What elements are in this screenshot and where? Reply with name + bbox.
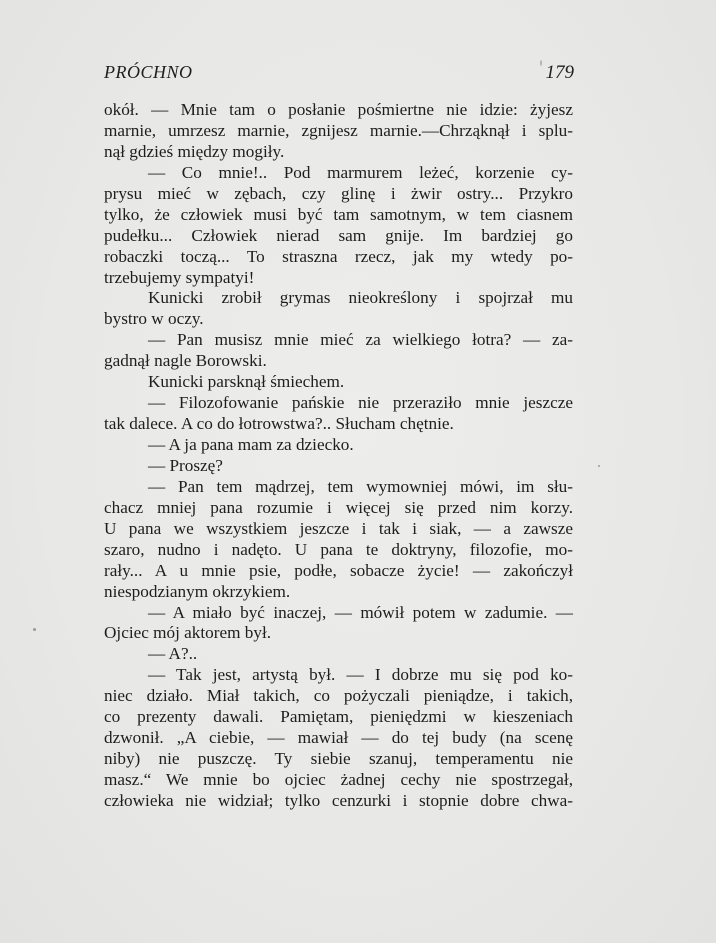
text-line: — A miało być inaczej, — mówił potem w zadumie. — (148, 602, 573, 622)
page-header (104, 62, 574, 86)
text-line: bystro w oczy. (104, 309, 204, 329)
text-line: robaczki toczą... To straszna rzecz, jak my wtedy po- (104, 246, 573, 266)
text-line: pudełku... Człowiek nierad sam gnije. Im bardziej go (104, 225, 573, 245)
paper-speck (33, 628, 36, 631)
text-line: prysu mieć w zębach, czy glinę i żwir ostry... Przykro (104, 183, 573, 203)
text-line: masz.“ We mnie bo ojciec żadnej cechy nie spostrzegał, (104, 770, 573, 789)
text-line: chacz mniej pana rozumie i więcej się przed nim korzy. (104, 497, 573, 517)
text-line: U pana we wszystkiem jeszcze i tak i siak, — a zawsze (104, 518, 573, 538)
text-line: — Pan tem mądrzej, tem wymowniej mówi, im słu- (148, 476, 573, 496)
text-line: Kunicki zrobił grymas nieokreślony i spojrzał mu (148, 288, 573, 308)
paper-speck (598, 465, 600, 467)
text-line: nął gdzieś między mogiły. (104, 141, 285, 161)
page-number: 179 (545, 62, 574, 83)
text-line: niec działo. Miał takich, co pożyczali pieniądze, i takich, (104, 686, 573, 706)
text-line: tylko, że człowiek musi być tam samotnym, w tem ciasnem (104, 204, 573, 224)
text-line: dzwonił. „A ciebie, — mawiał — do tej budy (na scenę (104, 728, 573, 748)
text-line: okół. — Mnie tam o posłanie pośmiertne nie idzie: żyjesz (104, 100, 573, 119)
text-line: — Filozofowanie pańskie nie przeraziło mnie jeszcze (148, 393, 573, 413)
text-line: — A?.. (148, 644, 198, 664)
text-line: trzebujemy sympatyi! (104, 267, 255, 287)
text-line: Kunicki parsknął śmiechem. (148, 372, 345, 392)
body-text (104, 100, 573, 812)
text-line: — Co mnie!.. Pod marmurem leżeć, korzenie cy- (148, 162, 573, 182)
text-line: niespodzianym okrzykiem. (104, 581, 291, 601)
text-line: — Tak jest, artystą był. — I dobrze mu się pod ko- (148, 665, 573, 685)
text-line: marnie, umrzesz marnie, zgnijesz marnie.—Chrząknął i splu- (104, 120, 573, 140)
text-line: tak dalece. A co do łotrowstwa?.. Słucham chętnie. (104, 414, 454, 434)
text-line: — Proszę? (148, 455, 223, 475)
text-line: Ojciec mój aktorem był. (104, 623, 272, 643)
text-line: rały... A u mnie psie, podłe, sobacze życie! — zakończył (104, 560, 573, 580)
text-line: — A ja pana mam za dziecko. (148, 435, 354, 454)
text-line: — Pan musisz mnie mieć za wielkiego łotra? — za- (148, 330, 573, 350)
text-line: szaro, nudno i nadęto. U pana te doktryny, filozofie, mo- (104, 539, 573, 559)
running-title: PRÓCHNO (104, 62, 193, 82)
paper-speck (540, 60, 542, 66)
text-line: co prezenty dawali. Pamiętam, pieniędzmi w kieszeniach (104, 707, 573, 727)
text-line: człowieka nie widział; tylko cenzurki i stopnie dobre chwa- (104, 790, 573, 810)
text-line: niby) nie puszczę. Ty siebie szanuj, temperamentu nie (104, 749, 573, 769)
text-line: gadnął nagle Borowski. (104, 351, 267, 371)
